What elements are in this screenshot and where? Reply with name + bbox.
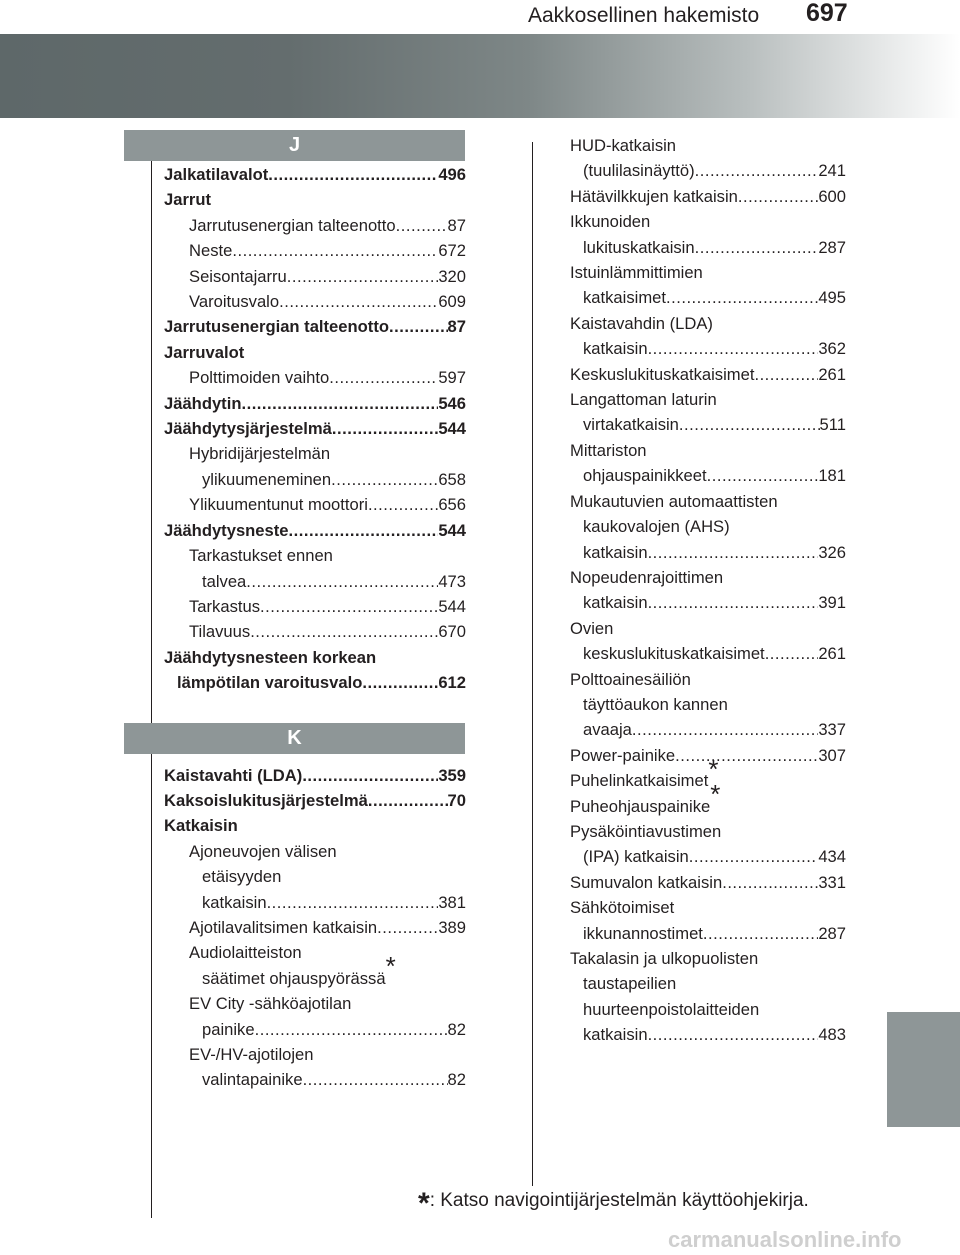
index-entry: avaaja ..... 337	[570, 717, 846, 742]
index-entry: Kaksoislukitusjärjestelmä ..... 70	[164, 788, 466, 813]
index-entry: katkaisin ..... 362	[570, 336, 846, 361]
column-divider	[532, 142, 533, 1186]
index-subentry: Ylikuumentunut moottori ..... 656	[164, 492, 466, 517]
index-entry: Istuinlämmittimien	[570, 263, 703, 283]
index-entry: katkaisin ..... 391	[570, 590, 846, 615]
index-subentry: Tarkastukset ennen	[189, 546, 333, 566]
left-column-rule	[151, 158, 152, 1218]
index-entry: Jäähdytin ..... 546	[164, 391, 466, 416]
index-entry: virtakatkaisin ..... 511	[570, 412, 846, 437]
index-entry: Jarrut	[164, 190, 212, 210]
index-subentry: Audiolaitteiston	[189, 943, 302, 963]
index-subentry: katkaisin ..... 381	[164, 890, 466, 915]
index-subentry: Polttimoiden vaihto ..... 597	[164, 365, 466, 390]
index-entry: (IPA) katkaisin ..... 434	[570, 844, 846, 869]
section-letter-k: K	[287, 727, 302, 749]
index-entry: Jarruvalot	[164, 342, 245, 362]
footnote	[418, 1180, 809, 1220]
index-subentry: Tilavuus ..... 670	[164, 619, 466, 644]
index-entry: kaukovalojen (AHS)	[583, 517, 730, 537]
index-entry: Ikkunoiden	[570, 212, 651, 232]
index-entry: Mittariston	[570, 440, 647, 460]
left-column	[164, 162, 466, 1093]
page-header	[0, 0, 960, 34]
footnote-marker: *	[708, 753, 719, 784]
index-entry: Pysäköintiavustimen	[570, 821, 722, 841]
index-entry: ikkunannostimet ..... 287	[570, 921, 846, 946]
section-heading-j	[124, 130, 465, 161]
section-title: Aakkosellinen hakemisto	[528, 4, 760, 27]
index-subentry: ylikuumeneminen ..... 658	[164, 467, 466, 492]
footnote-text: : Katso navigointijärjestelmän käyttöohjekirja.	[429, 1190, 809, 1211]
index-entry: Sähkötoimiset	[570, 898, 675, 918]
index-entry: Power-painike ..... 307	[570, 743, 846, 768]
index-subentry: Ajoneuvojen välisen	[189, 841, 337, 861]
index-subentry: EV-/HV-ajotilojen	[189, 1045, 314, 1064]
index-subentry: Jarrutusenergian talteenotto ..... 87	[164, 213, 466, 238]
index-entry: Kaistavahti (LDA) ..... 359	[164, 763, 466, 788]
index-entry: Ovien	[570, 618, 614, 638]
watermark: carmanualsonline.info	[668, 1227, 902, 1252]
index-entry: katkaisin ..... 483	[570, 1022, 846, 1047]
index-entry: HUD-katkaisin	[570, 136, 677, 155]
footnote-star: *	[418, 1187, 430, 1220]
index-subentry: EV City -sähköajotilan	[189, 994, 352, 1014]
index-entry: Jarrutusenergian talteenotto ..... 87	[164, 314, 466, 339]
index-entry: ohjauspainikkeet ..... 181	[570, 463, 846, 488]
index-entry: Jäähdytysneste ..... 544	[164, 518, 466, 543]
index-entry: Puhelinkatkaisimet*	[570, 753, 719, 791]
index-entry: Keskuslukituskatkaisimet ..... 261	[570, 362, 846, 387]
index-entry: Langattoman laturin	[570, 390, 717, 410]
index-entry: täyttöaukon kannen	[583, 694, 728, 714]
header-banner	[0, 34, 960, 118]
index-subentry: etäisyyden	[202, 867, 282, 887]
index-entry: Sumuvalon katkaisin ..... 331	[570, 870, 846, 895]
chapter-tab	[887, 1012, 960, 1127]
index-entry: Puheohjauspainike*	[570, 779, 721, 816]
index-entry: Nopeudenrajoittimen	[570, 567, 724, 587]
index-subentry: painike ..... 82	[164, 1017, 466, 1042]
index-entry: Jäähdytysnesteen korkean	[164, 647, 377, 667]
footnote-marker: *	[710, 779, 721, 810]
index-entry: lämpötilan varoitusvalo ..... 612	[164, 670, 466, 695]
index-entry: Takalasin ja ulkopuolisten	[570, 949, 759, 968]
index-subentry: Varoitusvalo ..... 609	[164, 289, 466, 314]
index-entry: Polttoainesäiliön	[570, 669, 691, 689]
right-column	[570, 133, 846, 1048]
section-letter-j: J	[288, 134, 301, 156]
page-number: 697	[806, 0, 848, 27]
index-entry: keskuslukituskatkaisimet ..... 261	[570, 641, 846, 666]
index-entry: lukituskatkaisin ..... 287	[570, 235, 846, 260]
index-entry: Kaistavahdin (LDA)	[570, 313, 713, 333]
index-entry: Mukautuvien automaattisten	[570, 491, 778, 511]
index-entry: (tuulilasinäyttö) ..... 241	[570, 158, 846, 183]
index-entry: Hätävilkkujen katkaisin ..... 600	[570, 184, 846, 209]
index-entry: taustapeilien	[583, 974, 677, 994]
index-entry: katkaisimet ..... 495	[570, 285, 846, 310]
index-entry: katkaisin ..... 326	[570, 540, 846, 565]
index-subentry: Seisontajarru ..... 320	[164, 264, 466, 289]
index-entry: Katkaisin	[164, 816, 238, 836]
index-entry: huurteenpoistolaitteiden	[583, 999, 760, 1019]
index-subentry: säätimet ohjauspyörässä*	[202, 951, 396, 988]
index-subentry: Ajotilavalitsimen katkaisin ..... 389	[164, 915, 466, 940]
index-subentry: Tarkastus ..... 544	[164, 594, 466, 619]
index-subentry: Hybridijärjestelmän	[189, 444, 331, 464]
footnote-marker: *	[385, 951, 396, 982]
index-entry: Jalkatilavalot ..... 496	[164, 162, 466, 187]
index-subentry: talvea ..... 473	[164, 569, 466, 594]
index-subentry: valintapainike ..... 82	[164, 1067, 466, 1092]
index-subentry: Neste ..... 672	[164, 238, 466, 263]
index-entry: Jäähdytysjärjestelmä ..... 544	[164, 416, 466, 441]
